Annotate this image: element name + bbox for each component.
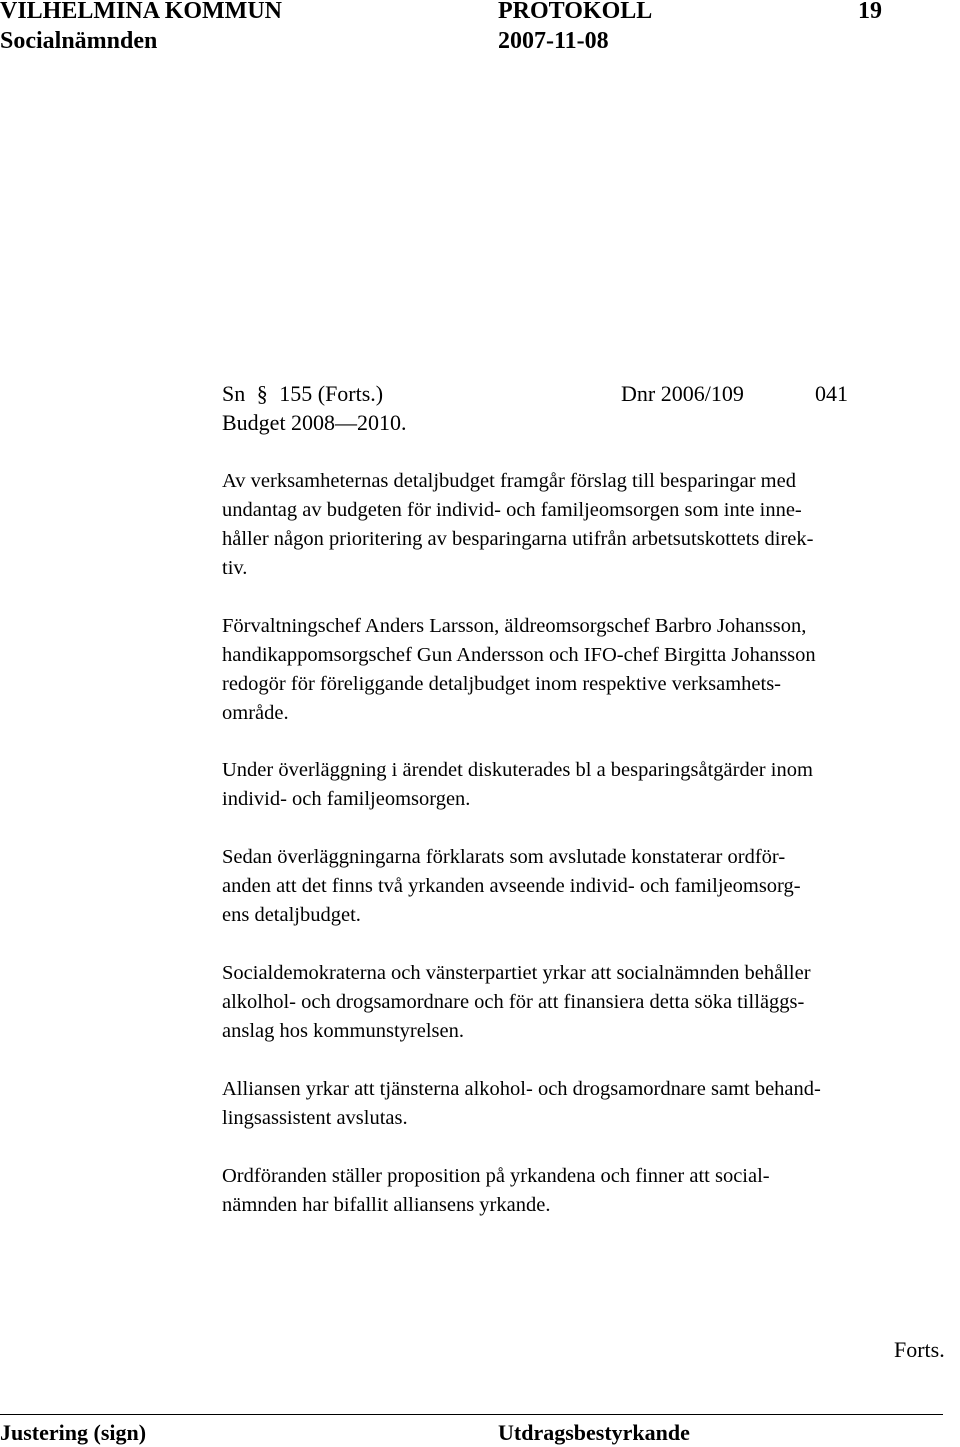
paragraph-5 xyxy=(222,959,957,1046)
paragraph-line: Alliansen yrkar att tjänsterna alkohol- och drogsamordnare samt behand- xyxy=(222,1078,821,1100)
case-title: Budget 2008—2010. xyxy=(222,410,407,435)
paragraph-2 xyxy=(222,612,957,728)
paragraph-line: anden att det finns två yrkanden avseende individ- och familjeomsorg- xyxy=(222,875,801,897)
continuation-marker: Forts. xyxy=(894,1337,945,1362)
footer-extract-label: Utdragsbestyrkande xyxy=(498,1420,690,1445)
paragraph-line: Under överläggning i ärendet diskuterades bl a besparingsåtgärder inom xyxy=(222,759,813,781)
paragraph-line: alkolhol- och drogsamordnare och för att finansiera detta söka tilläggs- xyxy=(222,991,805,1013)
case-dnr-code: 041 xyxy=(815,381,848,406)
municipality-name: VILHELMINA KOMMUN xyxy=(0,0,282,24)
paragraph-line: redogör för föreliggande detaljbudget inom respektive verksamhets- xyxy=(222,673,782,695)
paragraph-line: anslag hos kommunstyrelsen. xyxy=(222,1020,464,1042)
section-number: 155 (Forts.) xyxy=(279,381,384,406)
paragraph-line: Förvaltningschef Anders Larsson, äldreomsorgschef Barbro Johansson, xyxy=(222,615,807,637)
paragraph-line: håller någon prioritering av besparingarna utifrån arbetsutskottets direk- xyxy=(222,528,814,550)
footer-divider xyxy=(0,1414,943,1415)
meeting-date: 2007-11-08 xyxy=(498,28,609,54)
paragraph-line: tiv. xyxy=(222,557,248,579)
section-label: Sn xyxy=(222,381,246,406)
committee-name: Socialnämnden xyxy=(0,28,158,54)
document-type: PROTOKOLL xyxy=(498,0,653,24)
paragraph-line: område. xyxy=(222,702,289,724)
footer-signature-label: Justering (sign) xyxy=(0,1420,147,1445)
paragraph-3 xyxy=(222,756,957,814)
paragraph-line: Sedan överläggningarna förklarats som avslutade konstaterar ordför- xyxy=(222,846,786,868)
paragraph-1 xyxy=(222,467,957,583)
paragraph-line: ens detaljbudget. xyxy=(222,904,361,926)
case-section-sign xyxy=(222,380,383,408)
paragraph-line: handikappomsorgschef Gun Andersson och IFO-chef Birgitta Johansson xyxy=(222,644,816,666)
paragraph-line: Ordföranden ställer proposition på yrkandena och finner att social- xyxy=(222,1165,770,1187)
paragraph-7 xyxy=(222,1162,957,1220)
paragraph-line: individ- och familjeomsorgen. xyxy=(222,788,471,810)
paragraph-6 xyxy=(222,1075,957,1133)
paragraph-line: nämnden har bifallit alliansens yrkande. xyxy=(222,1194,551,1216)
paragraph-line: Av verksamheternas detaljbudget framgår förslag till besparingar med xyxy=(222,470,796,492)
paragraph-4 xyxy=(222,843,957,930)
case-dnr: Dnr 2006/109 xyxy=(621,381,744,406)
page-number: 19 xyxy=(858,0,882,24)
section-symbol: § xyxy=(256,381,268,406)
paragraph-line: Socialdemokraterna och vänsterpartiet yrkar att socialnämnden behåller xyxy=(222,962,811,984)
paragraph-line: undantag av budgeten för individ- och familjeomsorgen som inte inne- xyxy=(222,499,802,521)
paragraph-line: lingsassistent avslutas. xyxy=(222,1107,408,1129)
